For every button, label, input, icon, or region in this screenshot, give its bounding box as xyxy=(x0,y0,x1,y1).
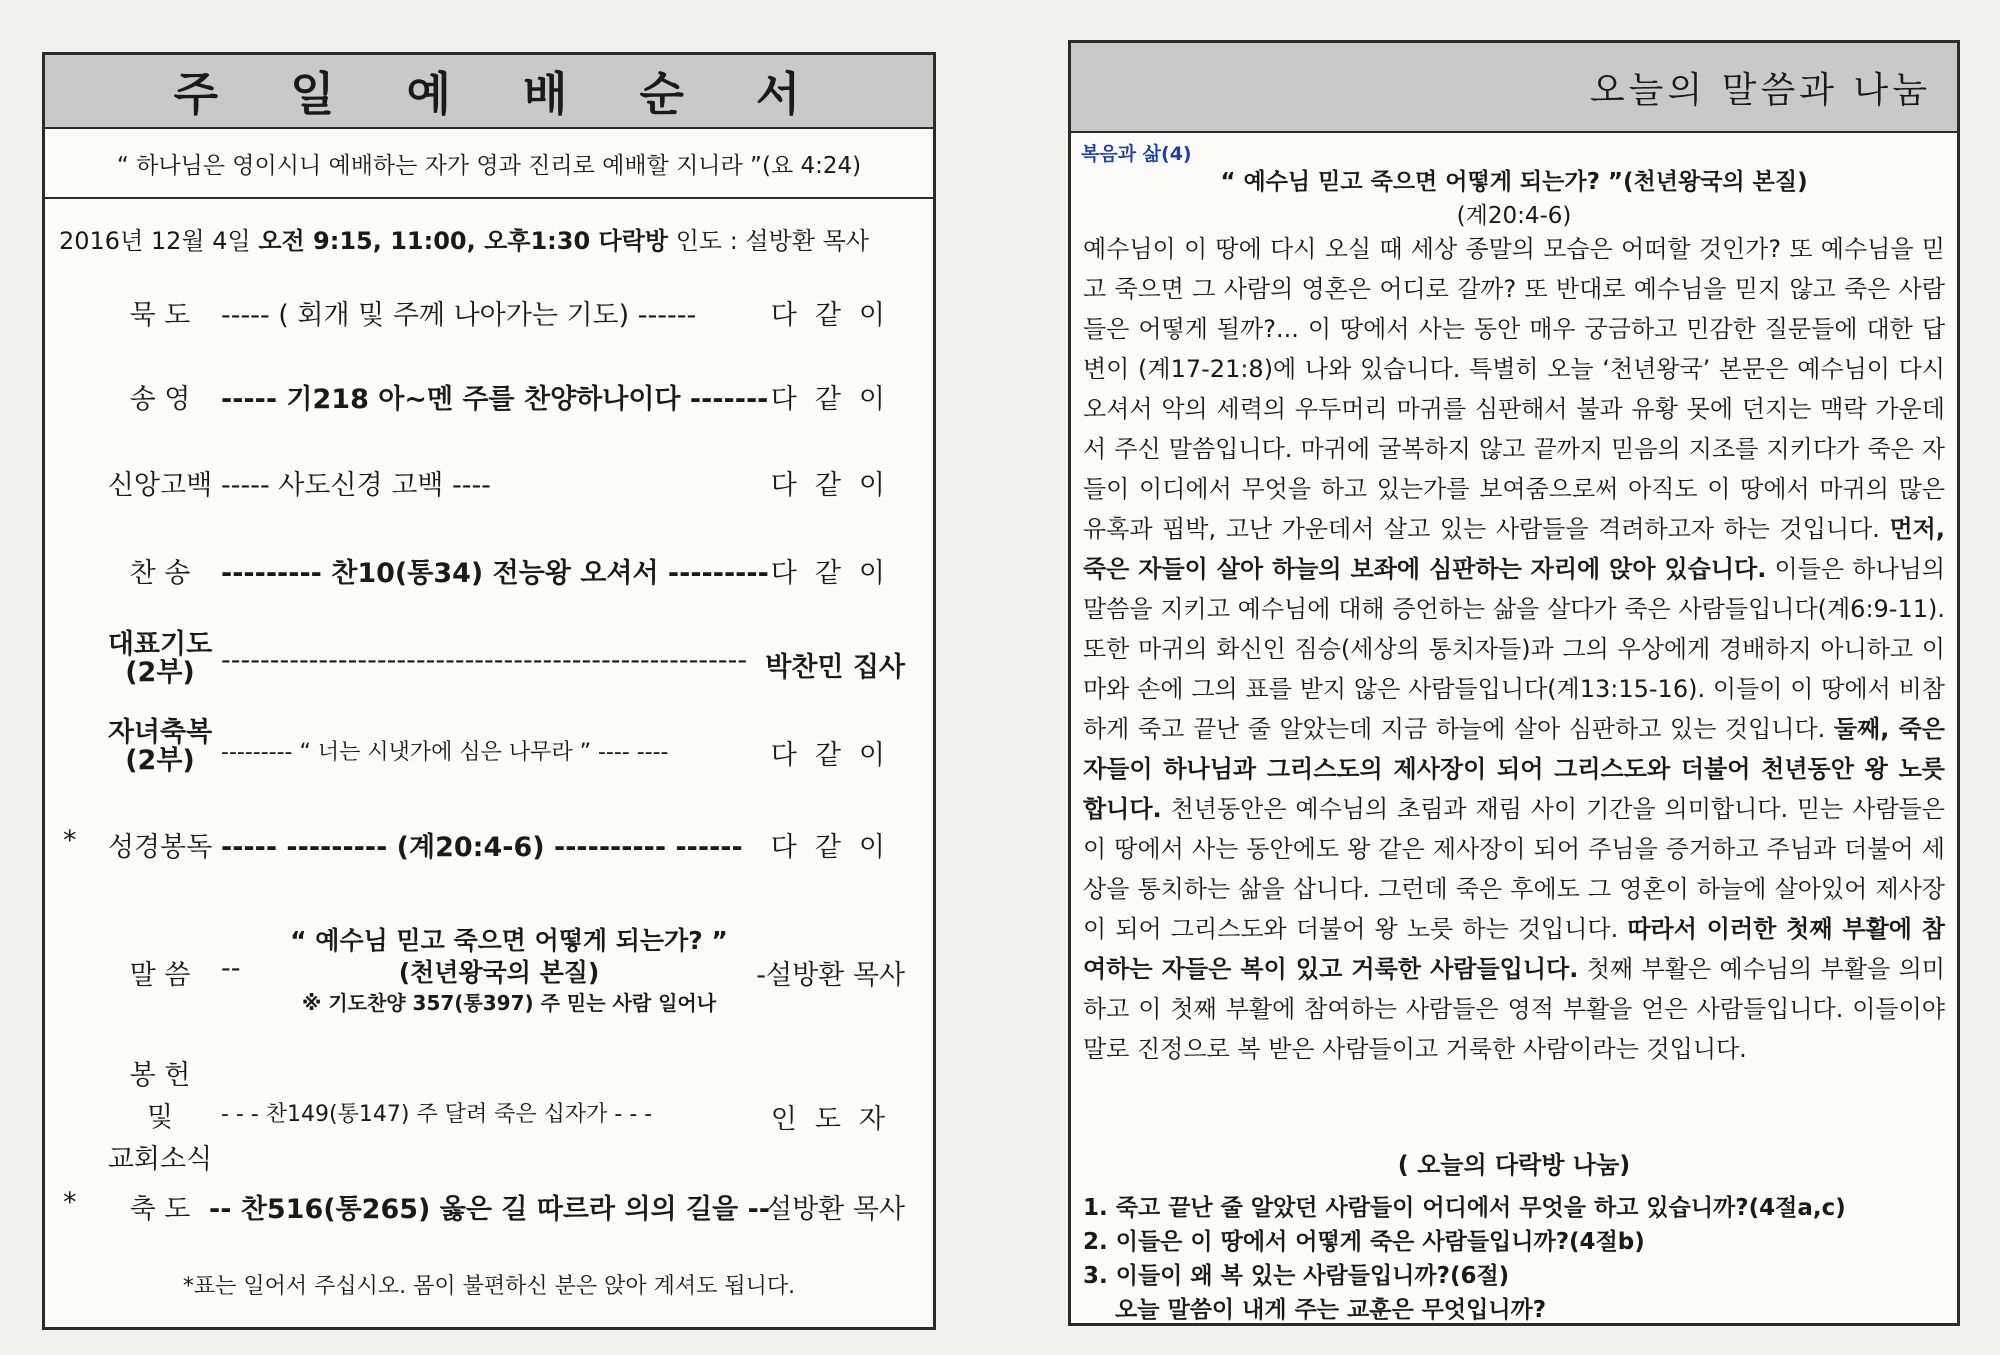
sermon-sharing-title: 오늘의 말씀과 나눔 xyxy=(1071,43,1957,133)
service-leader: 인도 : 설방환 목사 xyxy=(668,227,869,255)
body-emphasis: 먼저, 죽은 자들이 살아 하늘의 보좌에 심판하는 자리에 앉아 있습니다. xyxy=(1083,515,1945,583)
order-detail: ----- 사도신경 고백 ---- xyxy=(221,470,491,501)
body-text: 예수님이 이 땅에 다시 오실 때 세상 종말의 모습은 어떠할 것인가? 또 예수님을 믿고 죽으면 그 사람의 영혼은 어디로 갈까? 또 반대로 예수님을 믿지 않고 죽은 사람들은 어떻게 될까?... 이 땅에서 사는 동안 매우 궁금하고 민감한 질문들에 대한 답변이 (계17-21:8)에 나와 있습니다. 특별히 오늘 ‘천년왕국’ 본문은 예수님이 다시 오셔서 악의 세력의 우두머리 마귀를 심판해서 불과 유황 못에 던지는 맥락 가운데서 주신 말씀입니다. 마귀에 굴복하지 않고 끝까지 믿음의 지조를 지키다가 죽은 자들이 이디에서 무엇을 하고 있는가를 보여줌으로써 아직도 이 땅에서 마귀의 많은 유혹과 핍박, 고난 가운데서 살고 있는 사람들을 격려하고자 하는 것입니다. xyxy=(1083,235,1945,543)
body-text: 천년동안은 예수님의 초림과 재림 사이 기간을 의미합니다. 믿는 사람들은 이 땅에서 사는 동안에도 왕 같은 제사장이 되어 주님을 증거하고 주님과 더불어 세상을 통치하는 삶을 삽니다. 그런데 죽은 후에도 그 영혼이 하늘에 살아있어 제사장이 되어 그리스도와 더불어 왕 노릇 하는 것입니다. xyxy=(1083,795,1945,943)
order-label: 찬 송 xyxy=(129,558,191,589)
scripture-ref: (계20:4-6) xyxy=(1456,203,1572,229)
order-label: 자녀축복 (2부) xyxy=(107,717,213,776)
order-detail: ----- ( 회개 및 주께 나아가는 기도) ------ xyxy=(221,300,697,331)
sharing-question: 3. 이들이 왜 복 있는 사람들입니까?(6절) xyxy=(1083,1263,1510,1289)
order-detail: --------- “ 너는 시냇가에 심은 나무라 ” ---- ---- xyxy=(221,740,669,765)
order-detail: ------------------------------------------------------ xyxy=(221,645,748,676)
footer-note: *표는 일어서 주십시오. 몸이 불편하신 분은 앉아 계셔도 됩니다. xyxy=(182,1274,796,1299)
order-label: 성경봉독 xyxy=(107,832,213,863)
order-item xyxy=(45,921,933,1021)
prayer-hymn: ※ 기도찬양 357(통397) 주 믿는 사람 일어나 xyxy=(301,991,717,1015)
order-detail: ----- --------- (계20:4-6) ---------- ------ xyxy=(221,832,743,863)
worship-order-title: 주 일 예 배 순 서 xyxy=(45,55,933,129)
order-detail: --------- 찬10(통34) 전능왕 오셔서 --------- xyxy=(221,558,769,589)
sharing-question: 오늘 말씀이 내게 주는 교훈은 무엇입니까? xyxy=(1083,1297,1547,1323)
stand-marker: * xyxy=(63,825,77,856)
order-detail: ----- 기218 아~멘 주를 찬양하나이다 ------- xyxy=(221,384,769,415)
service-times: 오전 9:15, 11:00, 오후1:30 다락방 xyxy=(258,227,669,255)
service-date-line xyxy=(59,221,869,256)
order-label: 봉 헌 및 교회소식 xyxy=(107,1060,213,1175)
body-emphasis: 따라서 이러한 첫째 부활에 참여하는 자들은 복이 있고 거룩한 사람들입니다. xyxy=(1083,915,1945,983)
sermon-sharing-panel xyxy=(1068,40,1960,1326)
theme-verse: “ 하나님은 영이시니 예배하는 자가 영과 진리로 예배할 지니라 ”(요 4:24) xyxy=(45,129,933,199)
body-emphasis: 둘째, 죽은 자들이 하나님과 그리스도의 제사장이 되어 그리스도와 더불어 천년동안 왕 노릇합니다. xyxy=(1083,715,1945,823)
order-label: 묵 도 xyxy=(129,300,191,331)
order-by: -설방환 목사 xyxy=(756,960,905,991)
order-by: 설방환 목사 xyxy=(766,1194,905,1225)
sermon-title: “ 예수님 믿고 죽으면 어떻게 되는가? ”(천년왕국의 본질) xyxy=(1220,169,1808,195)
order-label: 신앙고백 xyxy=(107,470,213,501)
order-label: 말 씀 xyxy=(129,960,191,991)
sermon-subtitle: (천년왕국의 본질) xyxy=(398,958,600,987)
sharing-title: ( 오늘의 다락방 나눔) xyxy=(1397,1151,1631,1179)
sharing-question: 2. 이들은 이 땅에서 어떻게 죽은 사람들입니까?(4절b) xyxy=(1083,1229,1645,1255)
order-by: 다같이 xyxy=(770,384,903,415)
sharing-question: 1. 죽고 끝난 줄 알았던 사람들이 어디에서 무엇을 하고 있습니까?(4절a,c) xyxy=(1083,1195,1846,1221)
sermon-body xyxy=(1083,229,1945,1069)
sermon-heading xyxy=(1071,165,1957,233)
order-detail: -- xyxy=(221,953,241,984)
order-by: 다같이 xyxy=(770,740,903,771)
body-text: 첫째 부활은 예수님의 부활을 의미하고 이 첫째 부활에 참여하는 사람들은 영적 부활을 얻은 사람들입니다. 이들이야말로 진정으로 복 받은 사람들이고 거룩한 사람이라는 것입니다. xyxy=(1083,955,1945,1063)
sermon-title: “ 예수님 믿고 죽으면 어떻게 되는가? ” xyxy=(290,926,728,955)
order-by: 박찬민 집사 xyxy=(765,652,905,683)
order-by: 인도자 xyxy=(770,1104,903,1135)
order-by: 다같이 xyxy=(770,832,903,863)
order-label: 축 도 xyxy=(129,1194,191,1225)
order-by: 다같이 xyxy=(770,300,903,331)
order-detail: -- 찬516(통265) 옳은 길 따르라 의의 길을 -- xyxy=(209,1194,771,1225)
order-label: 대표기도 (2부) xyxy=(107,629,213,688)
service-date: 2016년 12월 4일 xyxy=(59,227,259,255)
order-detail: - - - 찬149(통147) 주 달려 죽은 십자가 - - - xyxy=(221,1102,653,1127)
stand-marker: * xyxy=(63,1187,77,1218)
series-tag: 복음과 삶(4) xyxy=(1081,143,1192,165)
order-by: 다같이 xyxy=(770,470,903,501)
order-by: 다같이 xyxy=(770,558,903,589)
order-label: 송 영 xyxy=(129,384,191,415)
worship-order-panel xyxy=(42,52,936,1330)
body-text: 이들은 하나님의 말씀을 지키고 예수님에 대해 증언하는 삶을 살다가 죽은 사람들입니다(계6:9-11). 또한 마귀의 화신인 짐승(세상의 통치자들)과 그의 우상에게 경배하지 아니하고 이마와 손에 그의 표를 받지 않은 사람들입니다(계13:15-16). 이들이 이 땅에서 비참하게 죽고 끝난 줄 알았는데 지금 하늘에 살아 심판하고 있는 것입니다. xyxy=(1083,555,1945,743)
